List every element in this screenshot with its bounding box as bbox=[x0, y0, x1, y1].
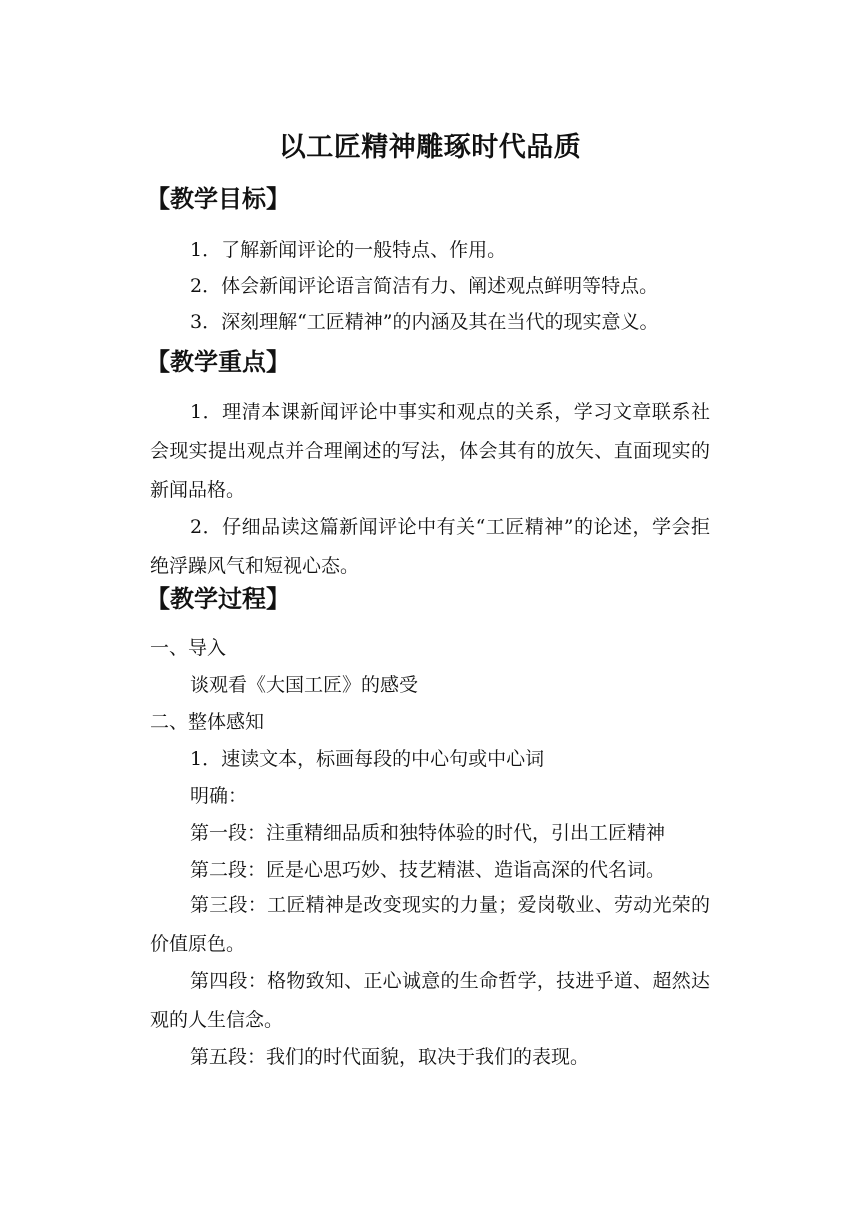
objective-item-1: 1．了解新闻评论的一般特点、作用。 bbox=[190, 239, 507, 261]
paragraph-summary-5: 第五段：我们的时代面貌，取决于我们的表现。 bbox=[190, 1046, 590, 1068]
paragraph-summary-2: 第二段：匠是心思巧妙、技艺精湛、造诣高深的代名词。 bbox=[190, 859, 666, 881]
key-point-item-2: 2．仔细品读这篇新闻评论中有关“工匠精神”的论述，学会拒绝浮躁风气和短视心态。 bbox=[150, 516, 710, 577]
document-title: 以工匠精神雕琢时代品质 bbox=[278, 132, 582, 163]
paragraph-summary-3: 第三段：工匠精神是改变现实的力量；爱岗敬业、劳动光荣的价值原色。 bbox=[150, 894, 710, 955]
section-heading-key-points: 【教学重点】 bbox=[146, 348, 290, 376]
objective-item-3: 3．深刻理解“工匠精神”的内涵及其在当代的现实意义。 bbox=[190, 311, 659, 333]
process-part1-content: 谈观看《大国工匠》的感受 bbox=[190, 674, 419, 696]
key-point-item-1: 1．理清本课新闻评论中事实和观点的关系，学习文章联系社会现实提出观点并合理阐述的写法，体会其有的放矢、直面现实的新闻品格。 bbox=[150, 401, 710, 501]
process-part1-label: 一、导入 bbox=[150, 637, 227, 659]
process-part2-clarify: 明确： bbox=[190, 785, 248, 807]
section-heading-objectives: 【教学目标】 bbox=[146, 185, 290, 213]
process-part2-task: 1．速读文本，标画每段的中心句或中心词 bbox=[190, 748, 545, 770]
paragraph-summary-4: 第四段：格物致知、正心诚意的生命哲学，技进乎道、超然达观的人生信念。 bbox=[150, 970, 710, 1031]
section-heading-process: 【教学过程】 bbox=[146, 585, 290, 613]
process-part2-label: 二、整体感知 bbox=[150, 711, 265, 733]
objective-item-2: 2．体会新闻评论语言简洁有力、阐述观点鲜明等特点。 bbox=[190, 275, 659, 297]
paragraph-summary-1: 第一段：注重精细品质和独特体验的时代，引出工匠精神 bbox=[190, 822, 666, 844]
